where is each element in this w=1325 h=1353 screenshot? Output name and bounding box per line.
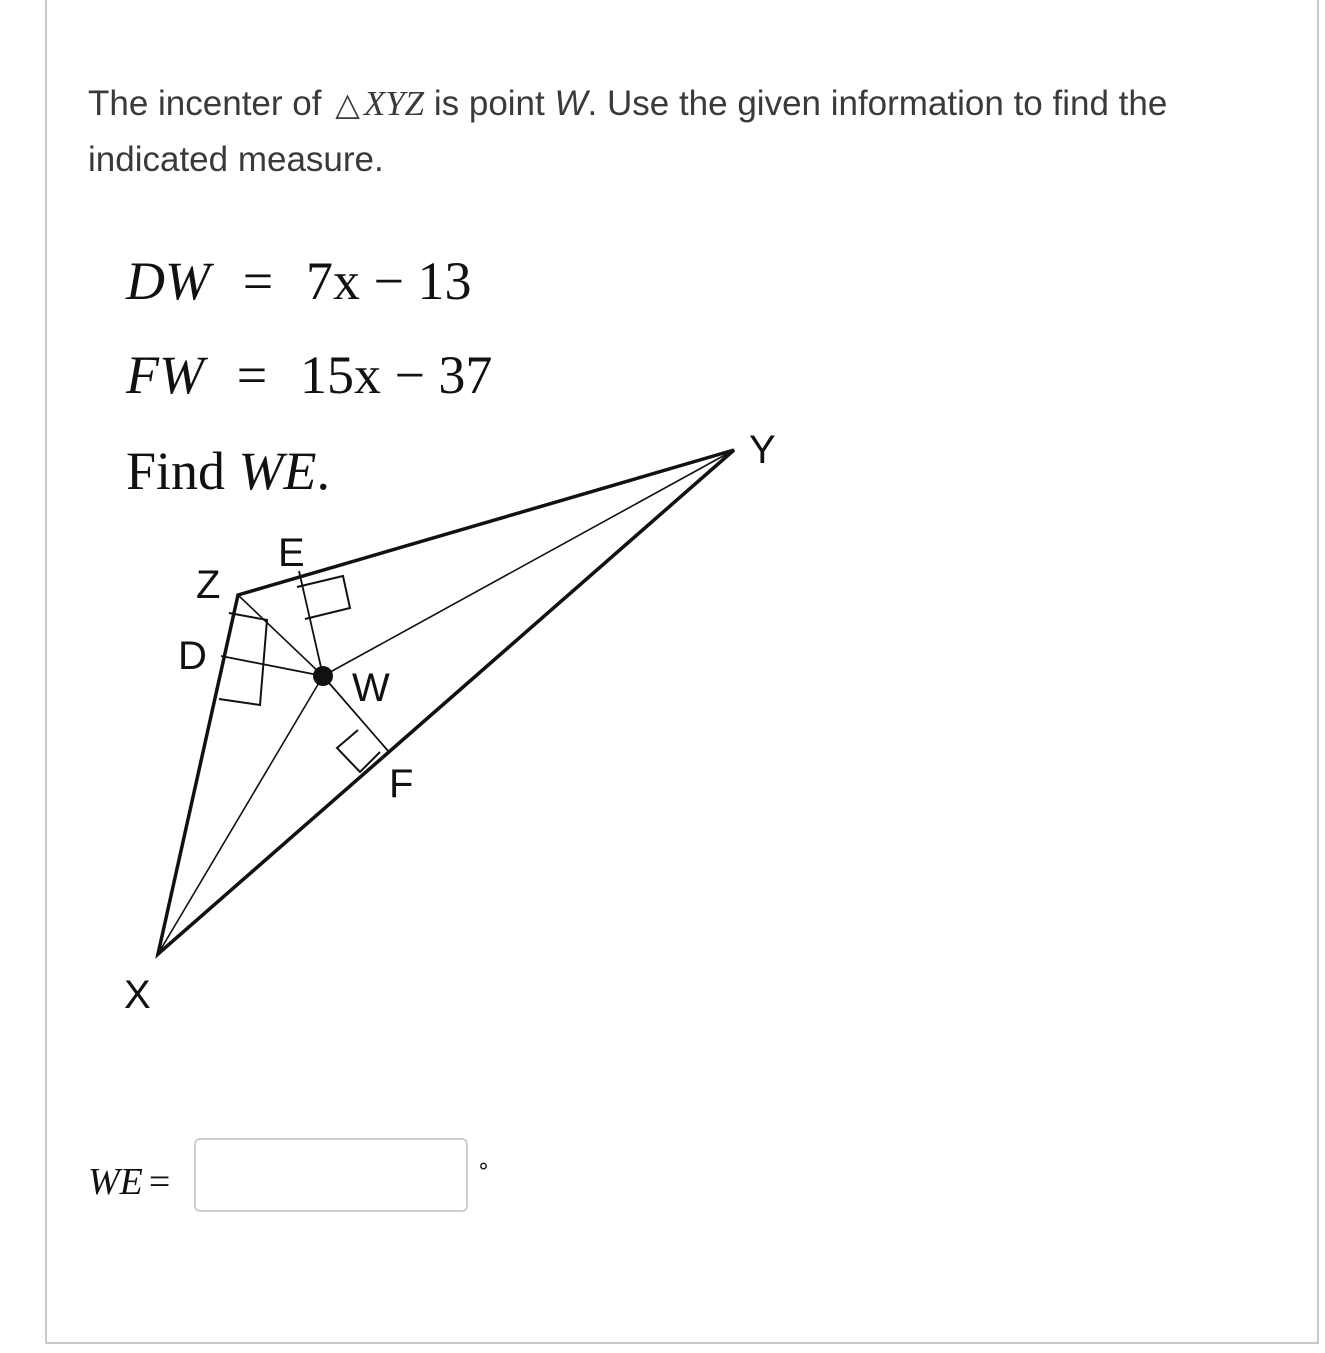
given-dw-var: DW (126, 251, 210, 311)
point-label-e: E (278, 531, 305, 575)
answer-label (88, 1160, 170, 1204)
question-text-start: The incenter of (88, 84, 332, 123)
given-fw-expr: 15x − 37 (299, 345, 493, 405)
given-fw-equals: = (236, 345, 268, 405)
question-text-middle: is point (424, 84, 555, 123)
vertex-label-x: X (124, 973, 151, 1017)
vertex-label-z: Z (196, 563, 221, 607)
find-var: WE (238, 441, 317, 501)
given-fw-var: FW (126, 345, 204, 405)
given-dw-equals: = (242, 251, 274, 311)
find-suffix: . (316, 441, 331, 501)
point-label-f: F (389, 762, 414, 806)
answer-equals: = (148, 1161, 171, 1203)
answer-input[interactable] (194, 1138, 468, 1212)
triangle-symbol: △ (335, 85, 360, 123)
segment-we (299, 571, 323, 676)
triangle-name: XYZ (363, 84, 425, 123)
angle-bisector-x (158, 676, 323, 954)
angle-bisector-y (323, 450, 734, 676)
vertex-label-y: Y (749, 428, 776, 472)
segment-wd (221, 656, 323, 676)
incenter-point-w (313, 666, 333, 686)
given-dw-expr: 7x − 13 (305, 251, 472, 311)
degree-unit: ° (478, 1160, 489, 1185)
point-label-w: W (352, 666, 390, 710)
point-name: W (554, 84, 588, 123)
find-prefix: Find (126, 441, 239, 501)
point-label-d: D (178, 634, 207, 678)
question-text-end: . Use the given information to find the indicated measure. (88, 84, 1168, 179)
angle-bisector-z (238, 595, 323, 676)
answer-var: WE (88, 1161, 143, 1203)
right-angle-mark-d (219, 613, 267, 705)
